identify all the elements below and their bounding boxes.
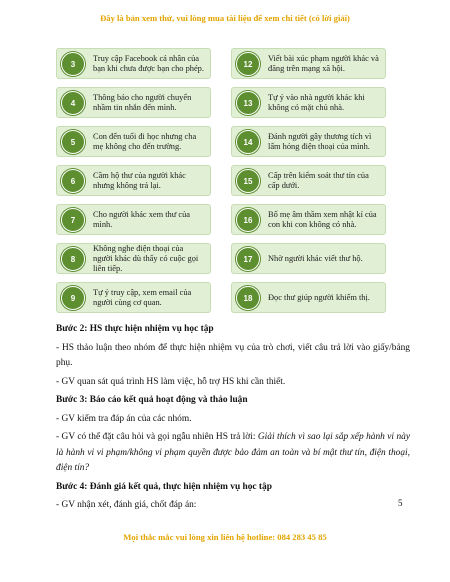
behavior-card — [56, 126, 211, 157]
card-text: Đánh người gây thương tích vì lấm hỏng điện thoại của mình. — [268, 131, 372, 151]
step4-heading: Bước 4: Đánh giá kết quả, thực hiện nhiệm vụ học tập — [56, 481, 272, 492]
card-number-badge: 9 — [61, 286, 85, 310]
step2-heading: Bước 2: HS thực hiện nhiệm vụ học tập — [56, 324, 214, 334]
behavior-card — [231, 165, 386, 196]
card-number-badge: 3 — [61, 52, 85, 76]
behavior-card — [56, 48, 211, 79]
card-number-badge: 6 — [61, 169, 85, 193]
behavior-card — [231, 48, 386, 79]
card-text: Cho người khác xem thư của mình. — [93, 209, 191, 229]
card-text: Đọc thư giúp người khiếm thị. — [268, 292, 370, 302]
step3-paragraph: - GV kiểm tra đáp án của các nhóm. — [56, 413, 192, 424]
lesson-steps — [56, 322, 410, 517]
step2-paragraph: - GV quan sát quá trình HS làm việc, hỗ trợ HS khi cần thiết. — [56, 376, 286, 387]
card-number-badge: 7 — [61, 208, 85, 232]
card-text: Cầm hộ thư của người khác nhưng không trả lại. — [93, 170, 186, 190]
page-number: 5 — [398, 498, 403, 508]
step2-paragraph: - HS thảo luận theo nhóm để thực hiện nhiệm vụ của trò chơi, viết câu trả lời vào giấy/bảng phụ. — [56, 342, 410, 368]
behavior-card — [231, 204, 386, 235]
card-number-badge: 4 — [61, 91, 85, 115]
card-number-badge: 16 — [236, 208, 260, 232]
behavior-card — [231, 126, 386, 157]
behavior-card — [56, 87, 211, 118]
card-text: Con đến tuổi đi học nhưng cha mẹ không cho đến trường. — [93, 131, 197, 151]
card-text: Nhờ người khác viết thư hộ. — [268, 253, 363, 263]
card-number-badge: 17 — [236, 247, 260, 271]
card-number-badge: 12 — [236, 52, 260, 76]
card-text: Không nghe điện thoại của người khác dù thấy có cuộc gọi liên tiếp. — [93, 243, 199, 273]
behavior-card — [231, 282, 386, 313]
card-number-badge: 14 — [236, 130, 260, 154]
behavior-card — [56, 243, 211, 274]
step3-question-italic: Giải thích vì sao lại sắp xếp hành vi này là hành vi vi phạm/không vi phạm quyền được bảo đảm an toàn và bí mật thư tín, điện thoại, điện tín? — [56, 432, 411, 473]
step3-question-lead: - GV có thể đặt câu hỏi và gọi ngẫu nhiên HS trả lời: — [56, 432, 258, 442]
step3-heading: Bước 3: Báo cáo kết quả hoạt động và thảo luận — [56, 395, 248, 405]
card-text: Viết bài xúc phạm người khác và đăng trên mạng xã hội. — [268, 53, 379, 73]
card-number-badge: 8 — [61, 247, 85, 271]
behavior-card — [231, 243, 386, 274]
card-number-badge: 15 — [236, 169, 260, 193]
card-text: Bố mẹ âm thầm xem nhật kí của con khi con không có nhà. — [268, 209, 377, 229]
behavior-card — [56, 165, 211, 196]
behavior-card — [231, 87, 386, 118]
behavior-card — [56, 282, 211, 313]
behavior-card — [56, 204, 211, 235]
step3-question-paragraph — [56, 430, 410, 477]
card-text: Cấp trên kiểm soát thư tín của cấp dưới. — [268, 170, 369, 190]
step4-paragraph: - GV nhận xét, đánh giá, chốt đáp án: — [56, 500, 197, 510]
card-number-badge: 5 — [61, 130, 85, 154]
card-number-badge: 13 — [236, 91, 260, 115]
card-text: Tự ý truy cập, xem email của người cùng cơ quan. — [93, 287, 192, 307]
card-text: Tự ý vào nhà người khác khi không có mặt chủ nhà. — [268, 92, 365, 112]
card-text: Truy cập Facebook cá nhân của bạn khi chưa được bạn cho phép. — [93, 53, 204, 73]
card-text: Thông báo cho người chuyển nhầm tin nhắn đến mình. — [93, 92, 192, 112]
card-number-badge: 18 — [236, 286, 260, 310]
hotline-banner: Mọi thắc mắc vui lòng xin liên hệ hotline: 084 283 45 85 — [123, 532, 327, 542]
preview-notice-banner: Đây là bản xem thử, vui lòng mua tài liệu để xem chi tiết (có lời giải) — [100, 13, 350, 23]
